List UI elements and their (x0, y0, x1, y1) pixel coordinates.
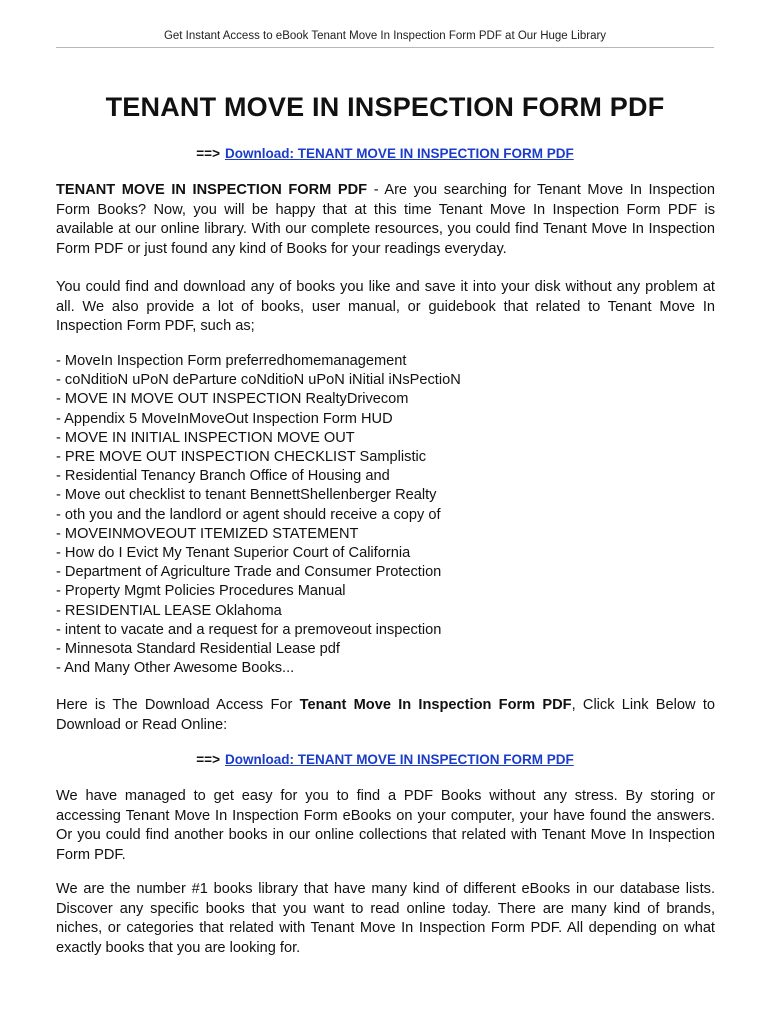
book-list-item: - intent to vacate and a request for a premoveout inspection (56, 621, 442, 638)
book-list-item: - How do I Evict My Tenant Superior Court of California (56, 545, 411, 562)
book-list-item: - Department of Agriculture Trade and Consumer Protection (56, 564, 442, 581)
access-bold-title: Tenant Move In Inspection Form PDF (299, 697, 572, 713)
intro-bold-title: TENANT MOVE IN INSPECTION FORM PDF (56, 182, 368, 198)
book-list-item: - Minnesota Standard Residential Lease pdf (56, 641, 340, 658)
download-line-bottom (0, 752, 770, 767)
book-list-item: - PRE MOVE OUT INSPECTION CHECKLIST Samplistic (56, 449, 427, 466)
book-list-item: - coNditioN uPoN deParture coNditioN uPoN iNitial iNsPectioN (56, 372, 461, 389)
access-text-after: , Click Link Below to Download or Read Online: (56, 697, 715, 733)
page-title: TENANT MOVE IN INSPECTION FORM PDF (105, 92, 665, 122)
book-list-item: - Move out checklist to tenant BennettShellenberger Realty (56, 487, 437, 504)
intro-paragraph (56, 181, 715, 259)
download-arrow: ==> (196, 146, 220, 161)
book-list-item: - MoveIn Inspection Form preferredhomemanagement (56, 353, 407, 369)
book-list-item: - MOVE IN MOVE OUT INSPECTION RealtyDrivecom (56, 391, 409, 408)
book-list-item: - Residential Tenancy Branch Office of Housing and (56, 468, 390, 485)
book-list-item: - MOVEINMOVEOUT ITEMIZED STATEMENT (56, 525, 359, 542)
book-list-item: - oth you and the landlord or agent should receive a copy of (56, 506, 441, 523)
books-intro-paragraph: You could find and download any of books you like and save it into your disk without any problem at all. We also provide a lot of books, user manual, or guidebook that related to Tenant Move In Inspection Form PDF, such as; (56, 279, 715, 334)
book-list-item: - RESIDENTIAL LEASE Oklahoma (56, 602, 282, 619)
access-paragraph (56, 696, 715, 735)
download-link-top[interactable]: Download: TENANT MOVE IN INSPECTION FORM PDF (224, 146, 574, 161)
book-list-item: - Property Mgmt Policies Procedures Manual (56, 583, 346, 600)
download-link-bottom[interactable]: Download: TENANT MOVE IN INSPECTION FORM PDF (224, 752, 574, 767)
library-paragraph: We are the number #1 books library that have many kind of different eBooks in our database lists. Discover any specific books that you want to read online today. There are many kind of brands, niches, or categories that related with Tenant Move In Inspection Form PDF. All depending on what exactly books that you are looking for. (56, 881, 715, 956)
download-arrow: ==> (196, 752, 220, 767)
book-list-item: - And Many Other Awesome Books... (56, 660, 295, 677)
header-divider (56, 47, 714, 48)
access-text-before: Here is The Download Access For (56, 697, 300, 713)
download-line-top (0, 146, 770, 161)
managed-paragraph: We have managed to get easy for you to find a PDF Books without any stress. By storing or accessing Tenant Move In Inspection Form eBooks on your computer, your have found the answers. Or you could find another books in our online collections that related with Tenant Move In Inspection Form PDF. (56, 788, 715, 863)
intro-text: - Are you searching for Tenant Move In Inspection Form Books? Now, you will be happy that at this time Tenant Move In Inspection Form PDF is available at our online library. With our complete resources, you could find Tenant Move In Inspection Form PDF or just found any kind of Books for your readings everyday. (56, 182, 716, 257)
book-list-item: - MOVE IN INITIAL INSPECTION MOVE OUT (56, 429, 355, 446)
book-list (56, 352, 715, 678)
book-list-item: - Appendix 5 MoveInMoveOut Inspection Form HUD (56, 410, 393, 427)
page-header: Get Instant Access to eBook Tenant Move In Inspection Form PDF at Our Huge Library (163, 30, 607, 42)
